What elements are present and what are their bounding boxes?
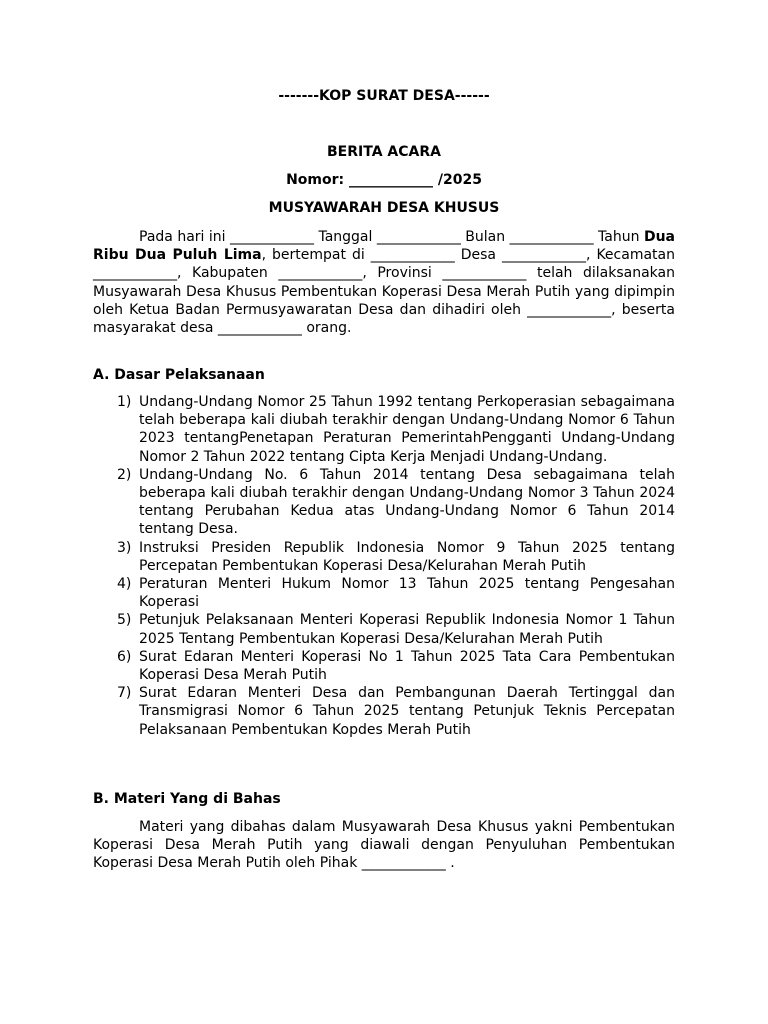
section-a-heading: A. Dasar Pelaksanaan: [93, 367, 265, 383]
letterhead: -------KOP SURAT DESA------: [278, 88, 490, 104]
document-title: BERITA ACARA: [327, 144, 441, 160]
list-text: Peraturan Menteri Hukum Nomor 13 Tahun 2025 tentang Pengesahan Koperasi: [139, 576, 675, 611]
legal-basis-list: [93, 393, 675, 739]
list-text: Undang-Undang Nomor 25 Tahun 1992 tentang Perkoperasian sebagaimana telah beberapa kali diubah terakhir dengan Undang-Undang Nomor 6 Tahun 2023 tentangPenetapan Peraturan PemerintahPengganti Undang-Undang Nomor 2 Tahun 2022 tentang Cipta Kerja Menjadi Undang-Undang.: [139, 394, 675, 465]
opening-text-1: Pada hari ini ____________ Tanggal ____________ Bulan ____________ Tahun: [139, 229, 644, 245]
list-text: Surat Edaran Menteri Desa dan Pembangunan Daerah Tertinggal dan Transmigrasi Nomor 6 Tahun 2025 tentang Petunjuk Teknis Percepatan Pelaksanaan Pembentukan Kopdes Merah Putih: [139, 685, 675, 738]
list-number: 1): [117, 394, 132, 410]
list-item: [93, 393, 675, 466]
list-text: Surat Edaran Menteri Koperasi No 1 Tahun 2025 Tata Cara Pembentukan Koperasi Desa Merah Putih: [139, 648, 675, 684]
document-subtitle: MUSYAWARAH DESA KHUSUS: [268, 200, 500, 216]
opening-text-2: , bertempat di ____________ Desa ____________, Kecamatan ____________, Kabupaten ____________, Provinsi ____________ telah dilaksanakan Musyawarah Desa Khusus Pembentukan Koperasi Desa Merah Putih yang dipimpin oleh Ketua Badan Permusyawaratan Desa dan dihadiri oleh ____________, beserta masyarakat desa ____________ orang.: [93, 247, 675, 337]
list-number: 5): [117, 612, 132, 629]
section-b-heading: B. Materi Yang di Bahas: [93, 791, 281, 807]
list-number: 6): [117, 648, 132, 665]
list-item: [93, 575, 675, 611]
section-b-text: Materi yang dibahas dalam Musyawarah Desa Khusus yakni Pembentukan Koperasi Desa Merah Putih yang diawali dengan Penyuluhan Pembentukan Koperasi Desa Merah Putih oleh Pihak ____________ .: [93, 819, 675, 872]
list-text: Undang-Undang No. 6 Tahun 2014 tentang Desa sebagaimana telah beberapa kali diubah terakhir dengan Undang-Undang Nomor 3 Tahun 2024 tentang Perubahan Kedua atas Undang-Undang Nomor 6 Tahun 2014 tentang Desa.: [139, 466, 675, 538]
list-item: [93, 466, 675, 539]
list-number: 7): [117, 685, 132, 702]
opening-year: Dua Ribu Dua Puluh Lima: [93, 229, 675, 264]
list-text: Instruksi Presiden Republik Indonesia Nomor 9 Tahun 2025 tentang Percepatan Pembentukan Koperasi Desa/Kelurahan Merah Putih: [139, 539, 675, 574]
list-number: 3): [117, 539, 132, 556]
document-number: Nomor: ____________ /2025: [286, 172, 482, 188]
list-text: Petunjuk Pelaksanaan Menteri Koperasi Republik Indonesia Nomor 1 Tahun 2025 Tentang Pembentukan Koperasi Desa/Kelurahan Merah Putih: [139, 612, 675, 647]
list-number: 2): [117, 466, 132, 483]
list-item: [93, 611, 675, 647]
list-item: [93, 684, 675, 739]
list-number: 4): [117, 576, 132, 593]
opening-paragraph: [93, 228, 675, 337]
list-item: [93, 648, 675, 684]
section-b-paragraph: [93, 818, 675, 873]
list-item: [93, 539, 675, 575]
